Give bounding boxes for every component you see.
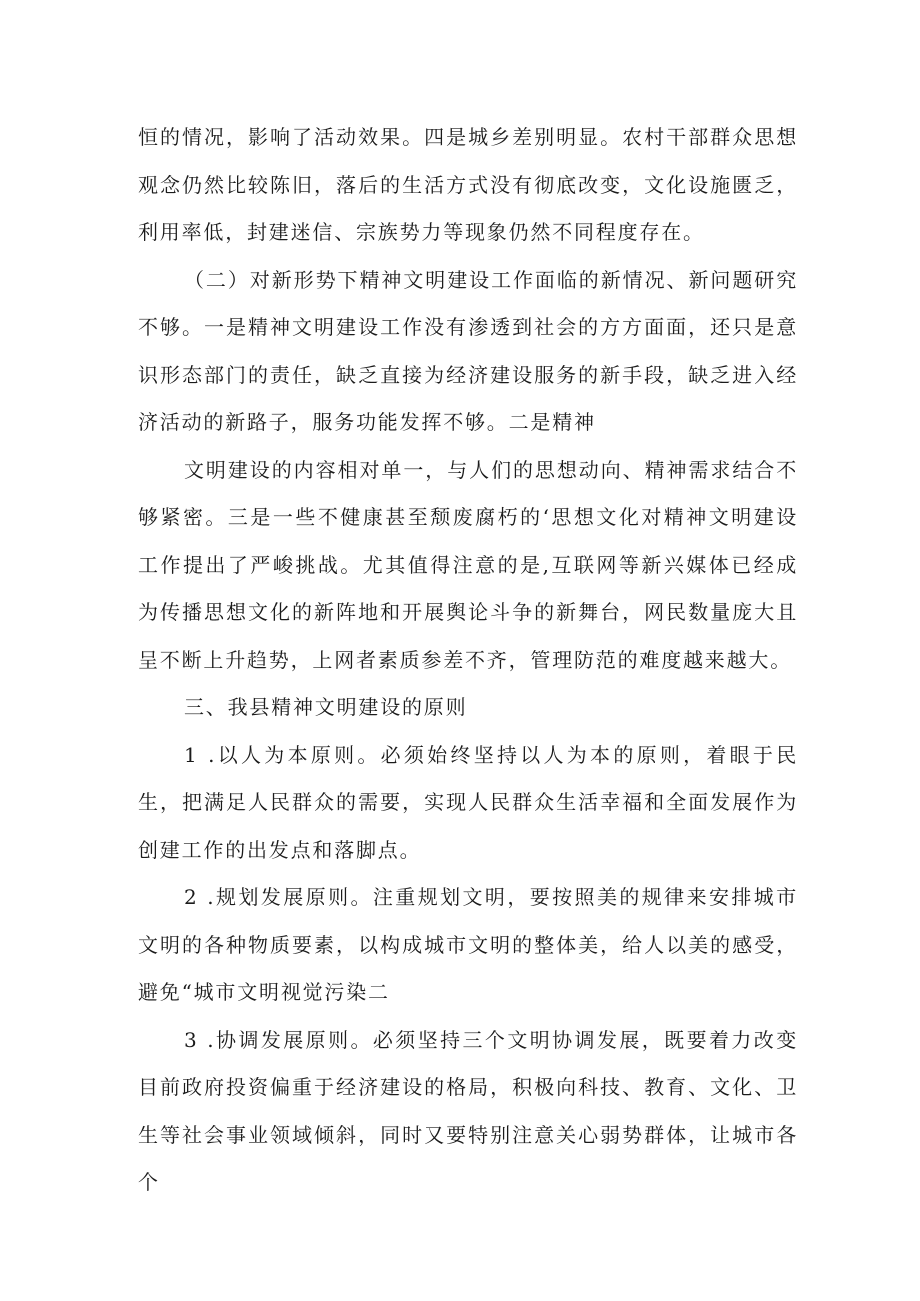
paragraph-principle-2: 2 .规划发展原则。注重规划文明，要按照美的规律来安排城市文明的各种物质要素，以构成城市文明的整体美，给人以美的感受，避免“城市文明视觉污染二 [138,885,798,1004]
paragraph-urban-rural-gap: 恒的情况，影响了活动效果。四是城乡差别明显。农村干部群众思想观念仍然比较陈旧，落后的生活方式没有彻底改变，文化设施匮乏，利用率低，封建迷信、宗族势力等现象仍然不同程度存在。 [138,125,798,244]
paragraph-content-single: 文明建设的内容相对单一，与人们的思想动向、精神需求结合不够紧密。三是一些不健康甚至颓废腐朽的‘思想文化对精神文明建设工作提出了严峻挑战。尤其值得注意的是,互联网等新兴媒体已经成为传播思想文化的新阵地和开展舆论斗争的新舞台，网民数量庞大且呈不断上升趋势，上网者素质参差不齐，管理防范的难度越来越大。 [138,457,798,672]
section-heading-principles: 三、我县精神文明建设的原则 [184,695,468,719]
paragraph-principle-3: 3 .协调发展原则。必须坚持三个文明协调发展，既要着力改变目前政府投资偏重于经济建设的格局，积极向科技、教育、文化、卫生等社会事业领域倾斜，同时又要特别注意关心弱势群体，让城市各个 [138,1027,798,1194]
paragraph-principle-1: 1 .以人为本原则。必须始终坚持以人为本的原则，着眼于民生，把满足人民群众的需要，实现人民群众生活幸福和全面发展作为创建工作的出发点和落脚点。 [138,742,798,862]
paragraph-section-two: （二）对新形势下精神文明建设工作面临的新情况、新问题研究不够。一是精神文明建设工作没有渗透到社会的方方面面，还只是意识形态部门的责任，缺乏直接为经济建设服务的新手段，缺乏进入经济活动的新路子，服务功能发挥不够。二是精神 [138,267,798,434]
document-body [138,114,798,1207]
